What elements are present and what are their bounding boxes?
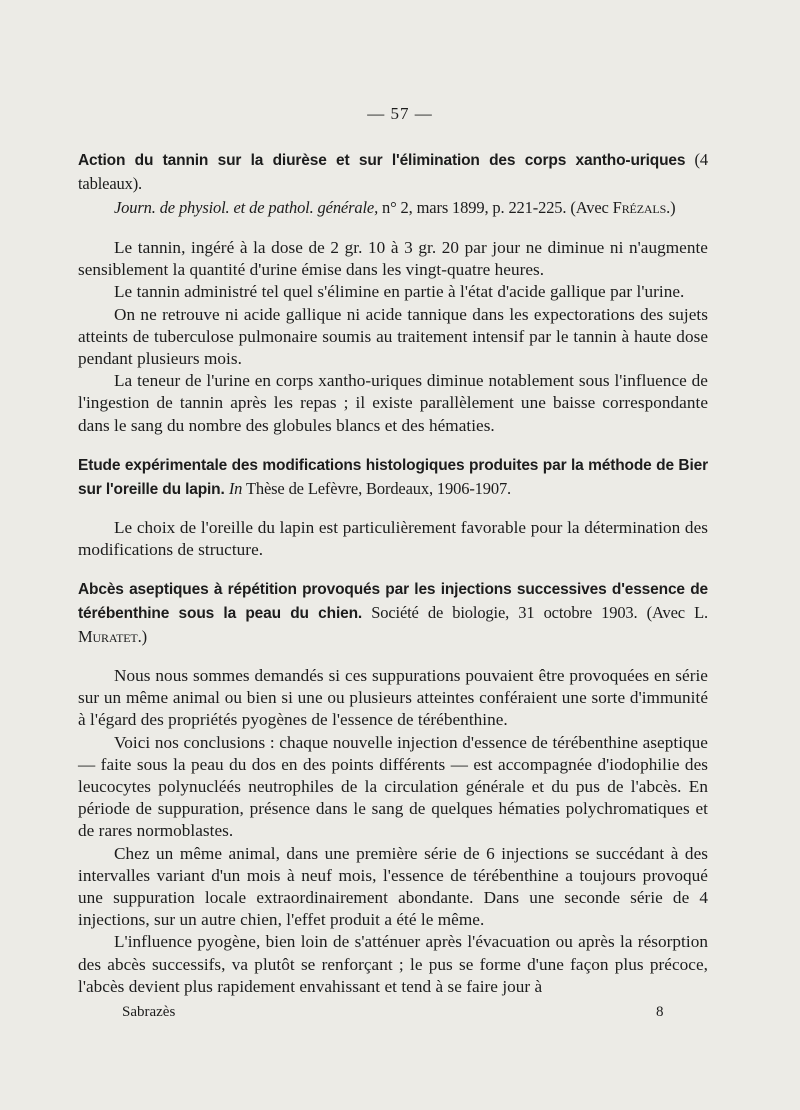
coauthor: Frézals xyxy=(612,198,667,217)
paragraph: L'influence pyogène, bien loin de s'atténuer après l'évacuation ou après la résorption des abcès successifs, va plutôt se renforçant ; le pus se forme d'une façon plus précoce, l'abcès devient plus rapidement envahissant et tend à se faire jour à xyxy=(78,932,708,996)
section-abces xyxy=(78,578,708,998)
section-bier xyxy=(78,454,708,561)
citation-text: n° 2, mars 1899, p. 221-225. (Avec xyxy=(378,198,613,217)
footer-sheet-number: 8 xyxy=(656,1004,664,1020)
paragraph: Chez un même animal, dans une première série de 6 injections se succédant à des intervalles variant d'un mois à neuf mois, l'essence de térébenthine a toujours provoqué une suppuration locale extraordinairement abondante. Dans une seconde série de 4 injections, sur un autre chien, l'effet produit a été le même. xyxy=(78,843,708,930)
citation-text: Société de biologie, 31 octobre 1903. (Avec L. xyxy=(362,603,708,622)
section-tannin xyxy=(78,148,708,437)
paragraph: Le tannin administré tel quel s'élimine en partie à l'état d'acide gallique par l'urine. xyxy=(114,282,685,302)
title-bold: Etude expérimentale des modifications histologiques produites par la méthode de Bier sur l'oreille du lapin. xyxy=(78,457,708,498)
section-title xyxy=(78,578,708,649)
title-bold: Abcès aseptiques à répétition provoqués par les injections successives d'essence de térébenthine sous la peau du chien. xyxy=(78,581,708,622)
coauthor: Muratet xyxy=(78,627,138,646)
paragraph: Nous nous sommes demandés si ces suppurations pouvaient être provoquées en série sur un même animal ou bien si une ou plusieurs atteintes conféraient une sorte d'immunité à l'égard des propriétés pyogènes de l'essence de térébenthine. xyxy=(78,666,708,730)
footer-author: Sabrazès xyxy=(122,1004,176,1020)
paragraph: Le choix de l'oreille du lapin est particulièrement favorable pour la détermination des modifications de structure. xyxy=(78,518,708,560)
citation-end: .) xyxy=(137,627,147,646)
citation-end: .) xyxy=(666,198,676,217)
journal-name: Journ. de physiol. et de pathol. générale, xyxy=(114,198,379,217)
page-number: — 57 — xyxy=(367,104,433,123)
in-word: In xyxy=(228,479,243,498)
citation-line xyxy=(78,200,675,217)
paragraph: On ne retrouve ni acide gallique ni acide tannique dans les expectorations des sujets atteints de tuberculose pulmonaire soumis au traitement intensif par le tannin à haute dose pendant plusieurs mois. xyxy=(78,304,708,369)
title-bold: Action du tannin sur la diurèse et sur l'élimination des corps xantho-uriques xyxy=(78,152,686,169)
paragraph: Voici nos conclusions : chaque nouvelle injection d'essence de térébenthine aseptique — faite sous la peau du dos en des points différents — est accompagnée d'iodophilie des leucocytes polynucléés neutrophiles de la circulation générale et du pus de l'abcès. En période de suppuration, présence dans le sang de quelques hématies polychromatiques et de rares normoblastes. xyxy=(78,732,708,841)
section-title xyxy=(78,148,708,220)
section-title xyxy=(78,454,708,501)
paragraph: La teneur de l'urine en corps xantho-uriques diminue notablement sous l'influence de l'ingestion de tannin après les repas ; il existe parallèlement une baisse correspondante dans le sang du nombre des globules blancs et des hématies. xyxy=(78,371,708,435)
title-tail: (4 tableaux). xyxy=(78,150,709,193)
paragraph: Le tannin, ingéré à la dose de 2 gr. 10 à 3 gr. 20 par jour ne diminue ni n'augmente sensiblement la quantité d'urine émise dans les vingt-quatre heures. xyxy=(78,238,708,280)
citation-text: Thèse de Lefèvre, Bordeaux, 1906-1907. xyxy=(242,479,512,498)
